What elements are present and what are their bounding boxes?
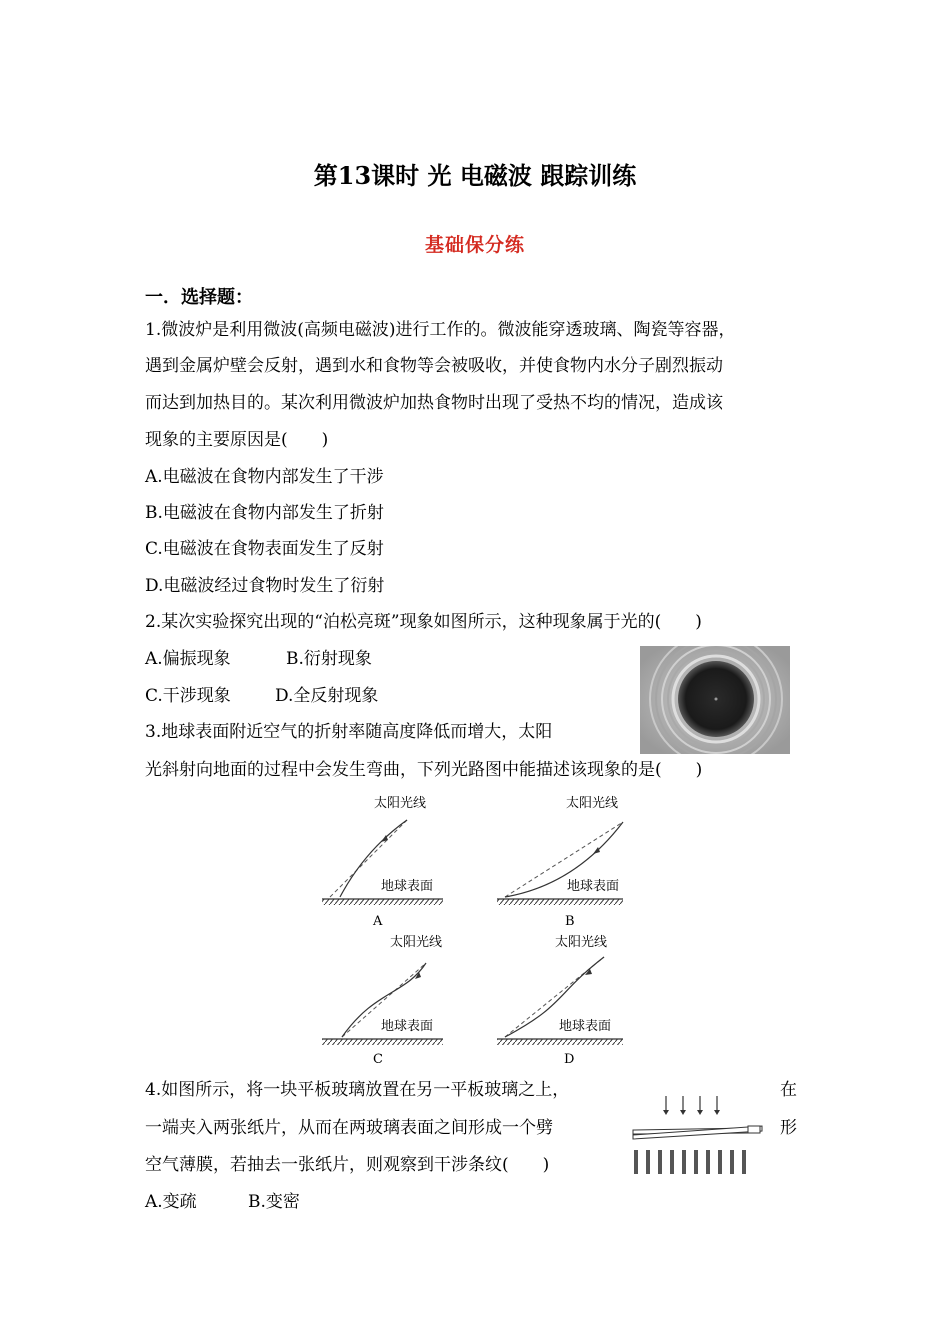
q4-line-2: 一端夹入两张纸片，从而在两玻璃表面之间形成一个劈	[145, 1118, 553, 1138]
light-path-diagrams	[315, 790, 635, 1070]
diagram-panel-b	[497, 795, 623, 929]
wedge-film-figure	[628, 1092, 768, 1178]
ground-label-b: 地球表面	[567, 879, 620, 894]
panel-label-d: D	[564, 1052, 575, 1067]
q1-option-b: B.电磁波在食物内部发生了折射	[145, 503, 384, 523]
q4-option-a: A.变疏	[145, 1192, 197, 1212]
q1-option-d: D.电磁波经过食物时发生了衍射	[145, 576, 385, 596]
q4-option-b: B.变密	[248, 1192, 300, 1212]
q4-line-3: 空气薄膜，若抽去一张纸片，则观察到干涉条纹( )	[145, 1155, 550, 1175]
q1-line-3: 而达到加热目的。某次利用微波炉加热食物时出现了受热不均的情况，造成该	[145, 393, 723, 413]
panel-label-a: A	[373, 914, 383, 929]
q1-option-a: A.电磁波在食物内部发生了干涉	[145, 467, 384, 487]
q4-line-1-end: 在	[780, 1080, 797, 1100]
sun-label-b: 太阳光线	[566, 796, 619, 811]
sun-label-a: 太阳光线	[374, 796, 427, 811]
sun-label-d: 太阳光线	[555, 935, 608, 950]
q3-line-2: 光斜射向地面的过程中会发生弯曲，下列光路图中能描述该现象的是( )	[145, 760, 703, 780]
q1-option-c: C.电磁波在食物表面发生了反射	[145, 539, 384, 559]
diagram-panel-d	[497, 934, 623, 1067]
section-heading: 一．选择题：	[145, 287, 253, 308]
diagram-panel-c	[322, 934, 443, 1067]
q1-line-4: 现象的主要原因是( )	[145, 430, 329, 450]
q2-option-a: A.偏振现象	[145, 649, 231, 669]
panel-label-c: C	[373, 1052, 383, 1067]
ground-label-c: 地球表面	[381, 1019, 434, 1034]
poisson-spot-image	[640, 646, 790, 754]
q2-option-d: D.全反射现象	[275, 686, 379, 706]
ground-label-a: 地球表面	[381, 879, 434, 894]
page-title: 第13课时 光 电磁波 跟踪训练	[313, 161, 637, 190]
q1-line-2: 遇到金属炉壁会反射，遇到水和食物等会被吸收，并使食物内水分子剧烈振动	[145, 356, 723, 376]
q4-line-2-end: 形	[780, 1118, 797, 1138]
panel-label-b: B	[565, 914, 575, 929]
section-subtitle: 基础保分练	[424, 234, 525, 256]
q3-line-1: 3.地球表面附近空气的折射率随高度降低而增大，太阳	[145, 722, 553, 742]
q2-option-c: C.干涉现象	[145, 686, 231, 706]
sun-label-c: 太阳光线	[390, 935, 443, 950]
q1-line-1: 1.微波炉是利用微波(高频电磁波)进行工作的。微波能穿透玻璃、陶瓷等容器，	[145, 320, 736, 340]
ground-label-d: 地球表面	[559, 1019, 612, 1034]
q2-stem: 2.某次实验探究出现的“泊松亮斑”现象如图所示，这种现象属于光的( )	[145, 612, 702, 632]
q2-option-b: B.衍射现象	[286, 649, 372, 669]
diagram-panel-a	[322, 795, 443, 929]
q4-line-1: 4.如图所示，将一块平板玻璃放置在另一平板玻璃之上，	[145, 1080, 570, 1100]
